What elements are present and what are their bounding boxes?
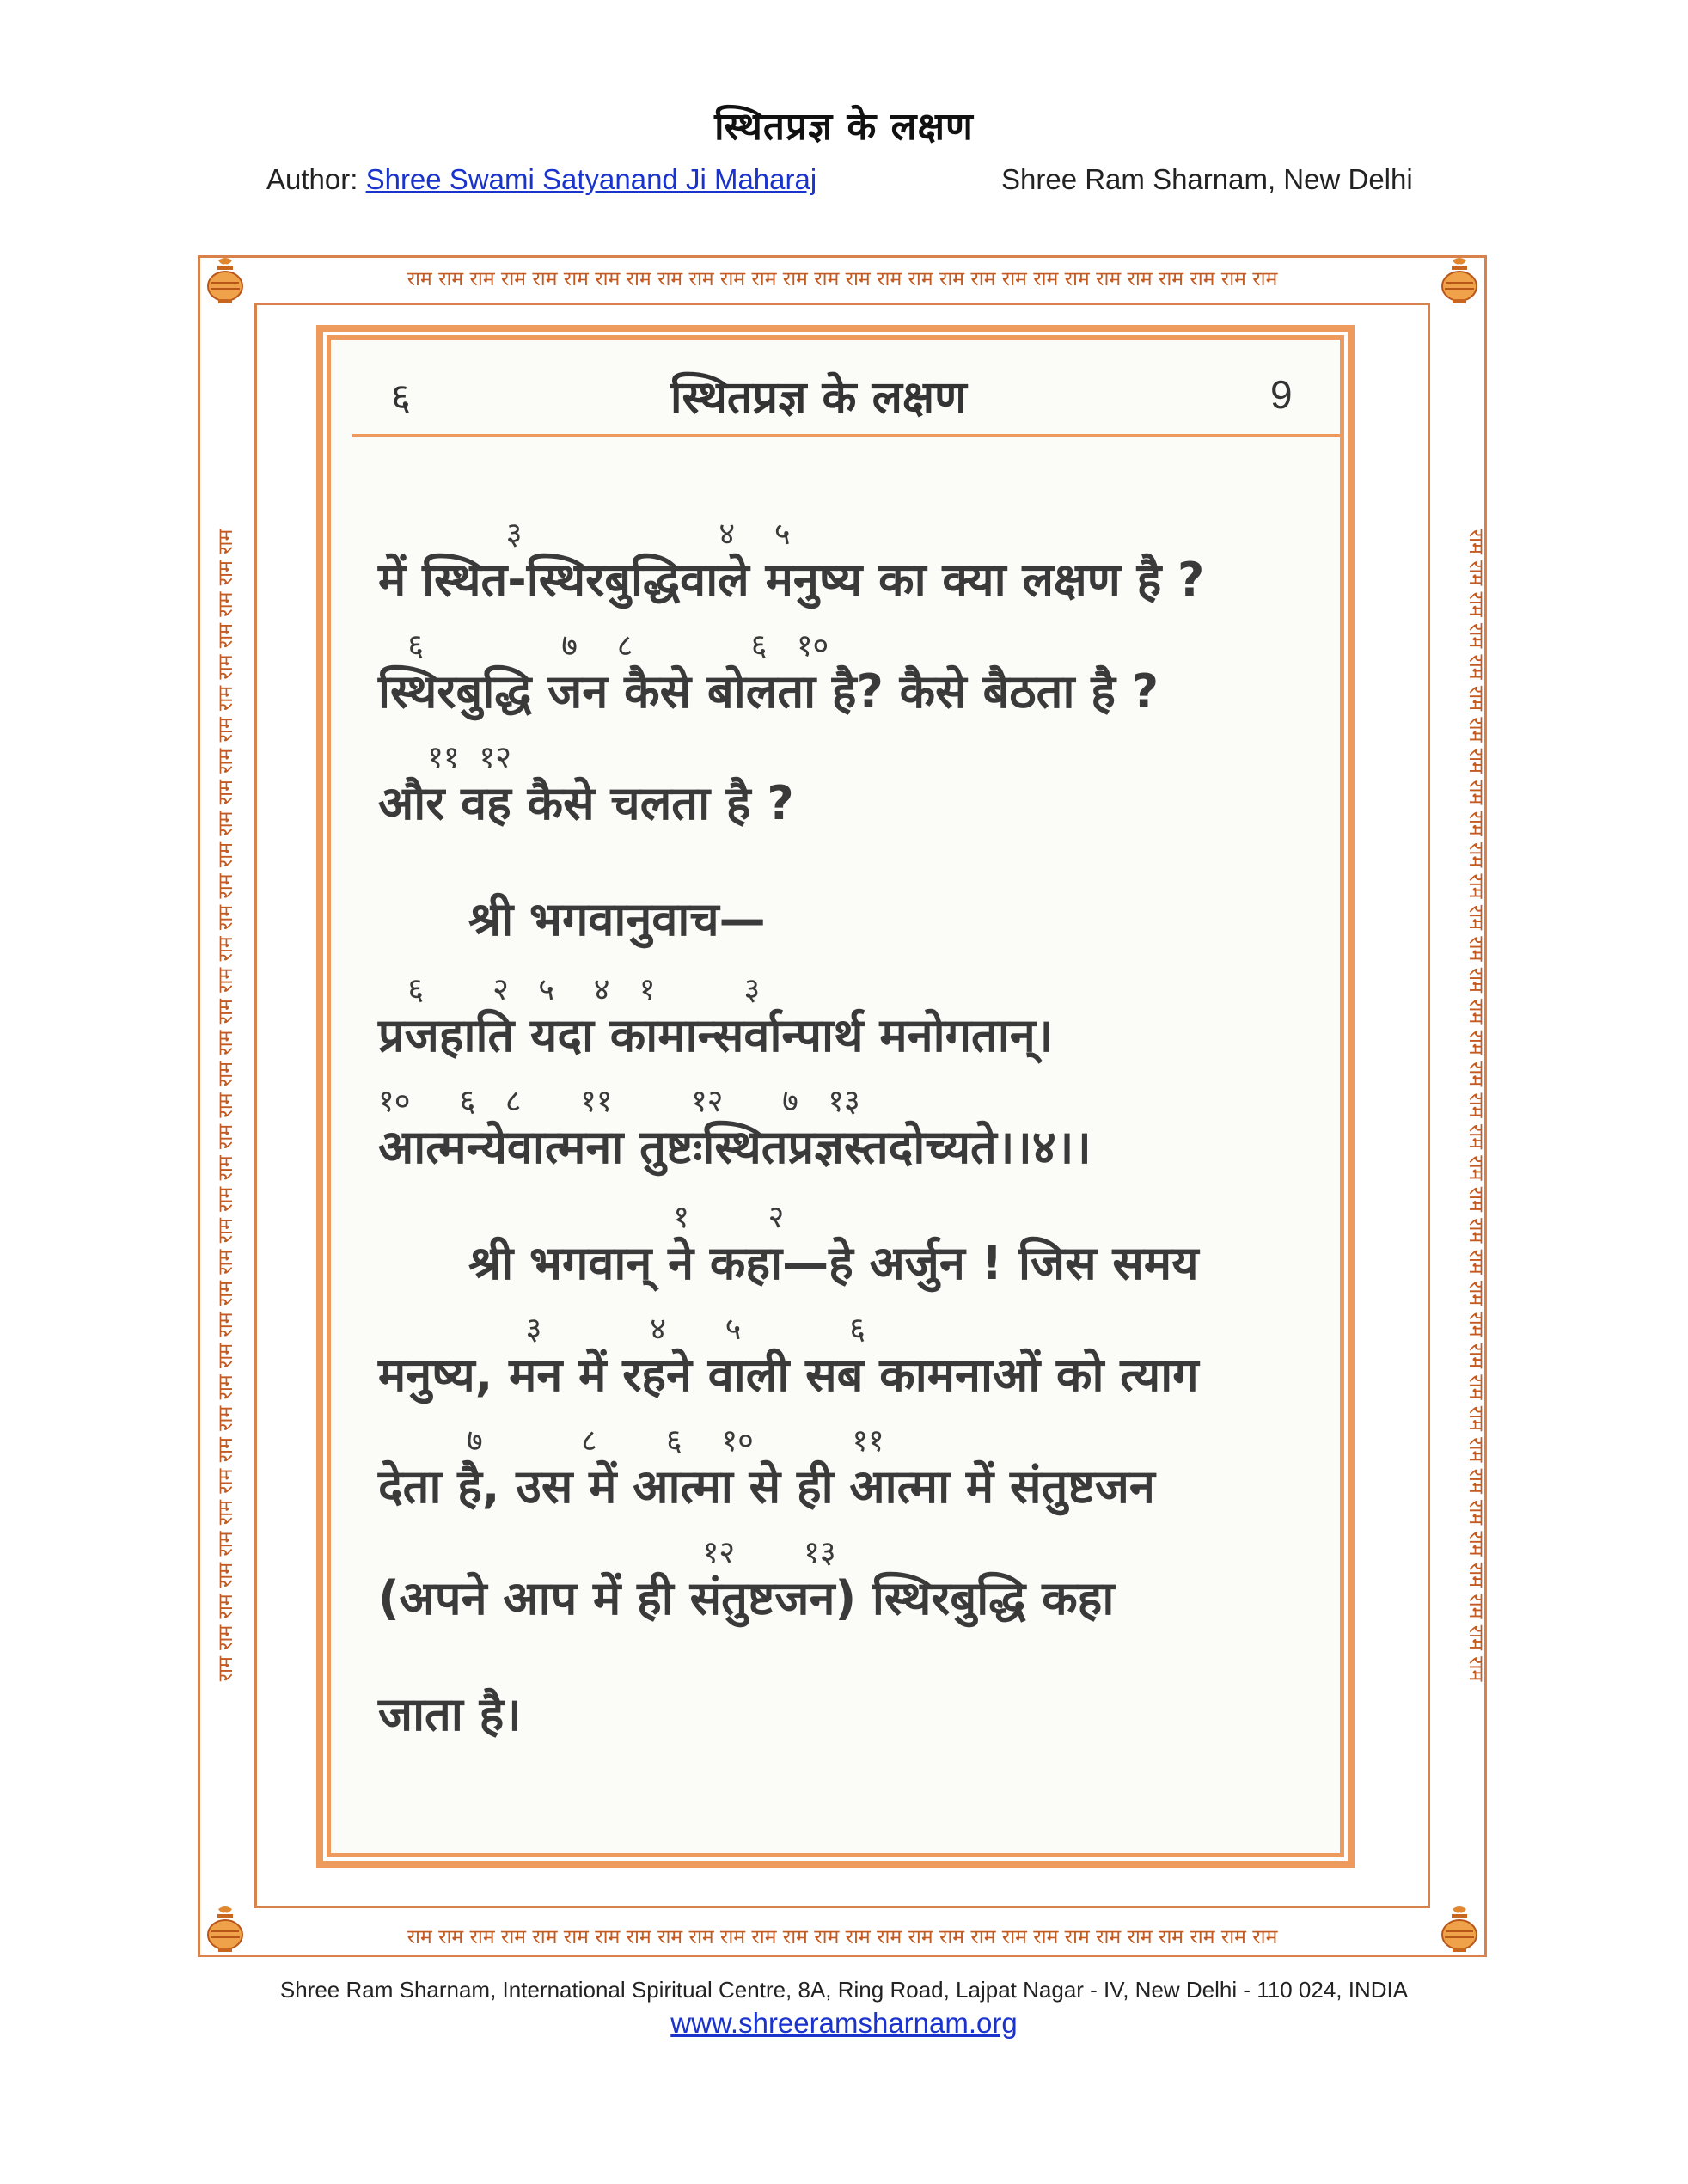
scanned-page-chapter-number: ६ <box>391 376 411 419</box>
verse-numbers: ६ ७ ८ ६ १० <box>378 628 829 664</box>
organization-name: Shree Ram Sharnam, New Delhi <box>1001 163 1413 195</box>
verse-line: और वह कैसे चलता है ? <box>378 776 794 830</box>
verse-numbers: १२ १३ <box>378 1535 836 1570</box>
kalash-icon <box>1437 257 1482 305</box>
translation-line: (अपने आप में ही संतुष्टजन) स्थिरबुद्धि कहा <box>378 1571 1115 1625</box>
verse-numbers: ३ ४ ५ <box>378 517 791 552</box>
verse-numbers: ७ ८ ६ १० ११ <box>378 1423 884 1459</box>
verse-numbers: ६ २ ५ ४ १ ३ <box>378 972 761 1007</box>
verse-numbers: ११ १२ <box>378 740 511 775</box>
ram-border-left: राम राम राम राम राम राम राम राम राम राम राम राम राम राम राम राम राम राम राम राम राम राम राम राम राम राम राम राम राम राम राम राम राम राम राम राम राम <box>215 529 237 1682</box>
ram-border-top: राम राम राम राम राम राम राम राम राम राम राम राम राम राम राम राम राम राम राम राम राम राम राम राम राम राम राम राम <box>407 268 1278 291</box>
translation-line: श्री भगवान् ने कहा—हे अर्जुन ! जिस समय <box>468 1236 1199 1290</box>
website-link[interactable]: www.shreeramsharnam.org <box>670 2007 1018 2039</box>
scanned-header-rule <box>352 434 1341 437</box>
document-title: स्थितप्रज्ञ के लक्षण <box>714 105 974 149</box>
scanned-page-title: स्थितप्रज्ञ के लक्षण <box>670 372 967 424</box>
verse-numbers: १ २ <box>378 1200 785 1235</box>
verse-line: स्थिरबुद्धि जन कैसे बोलता है? कैसे बैठता है ? <box>378 664 1159 719</box>
translation-line: मनुष्य, मन में रहने वाली सब कामनाओं को त्याग <box>378 1348 1199 1402</box>
sanskrit-verse-line: प्रजहाति यदा कामान्सर्वान्पार्थ मनोगतान्। <box>378 1008 1054 1062</box>
scanned-page-number: 9 <box>1270 372 1293 417</box>
verse-numbers: ३ ४ ५ ६ <box>378 1312 865 1347</box>
translation-line: जाता है। <box>378 1687 522 1741</box>
kalash-icon <box>1437 1906 1482 1954</box>
author-link[interactable]: Shree Swami Satyanand Ji Maharaj <box>365 163 817 195</box>
kalash-icon <box>203 1906 248 1954</box>
translation-line: देता है, उस में आत्मा से ही आत्मा में संतुष्टजन <box>378 1459 1155 1514</box>
kalash-icon <box>203 257 248 305</box>
author-label: Author: <box>266 163 366 195</box>
footer-url <box>0 2007 1688 2040</box>
ram-border-bottom: राम राम राम राम राम राम राम राम राम राम राम राम राम राम राम राम राम राम राम राम राम राम राम राम राम राम राम राम <box>407 1926 1278 1948</box>
author-line <box>266 163 816 196</box>
sanskrit-verse-line: आत्मन्येवात्मना तुष्टःस्थितप्रज्ञस्तदोच्यते।।४।। <box>378 1120 1092 1174</box>
ram-border-right: राम राम राम राम राम राम राम राम राम राम राम राम राम राम राम राम राम राम राम राम राम राम राम राम राम राम राम राम राम राम राम राम राम राम राम राम राम <box>1465 529 1487 1682</box>
verse-line: में स्थित-स्थिरबुद्धिवाले मनुष्य का क्या लक्षण है ? <box>378 553 1205 607</box>
speaker-heading: श्री भगवानुवाच— <box>468 892 766 946</box>
verse-numbers: १० ६ ८ ११ १२ ७ १३ <box>378 1084 860 1119</box>
footer-address: Shree Ram Sharnam, International Spiritual Centre, 8A, Ring Road, Lajpat Nagar - IV, New Delhi - 110 024, INDIA <box>279 1977 1409 2003</box>
